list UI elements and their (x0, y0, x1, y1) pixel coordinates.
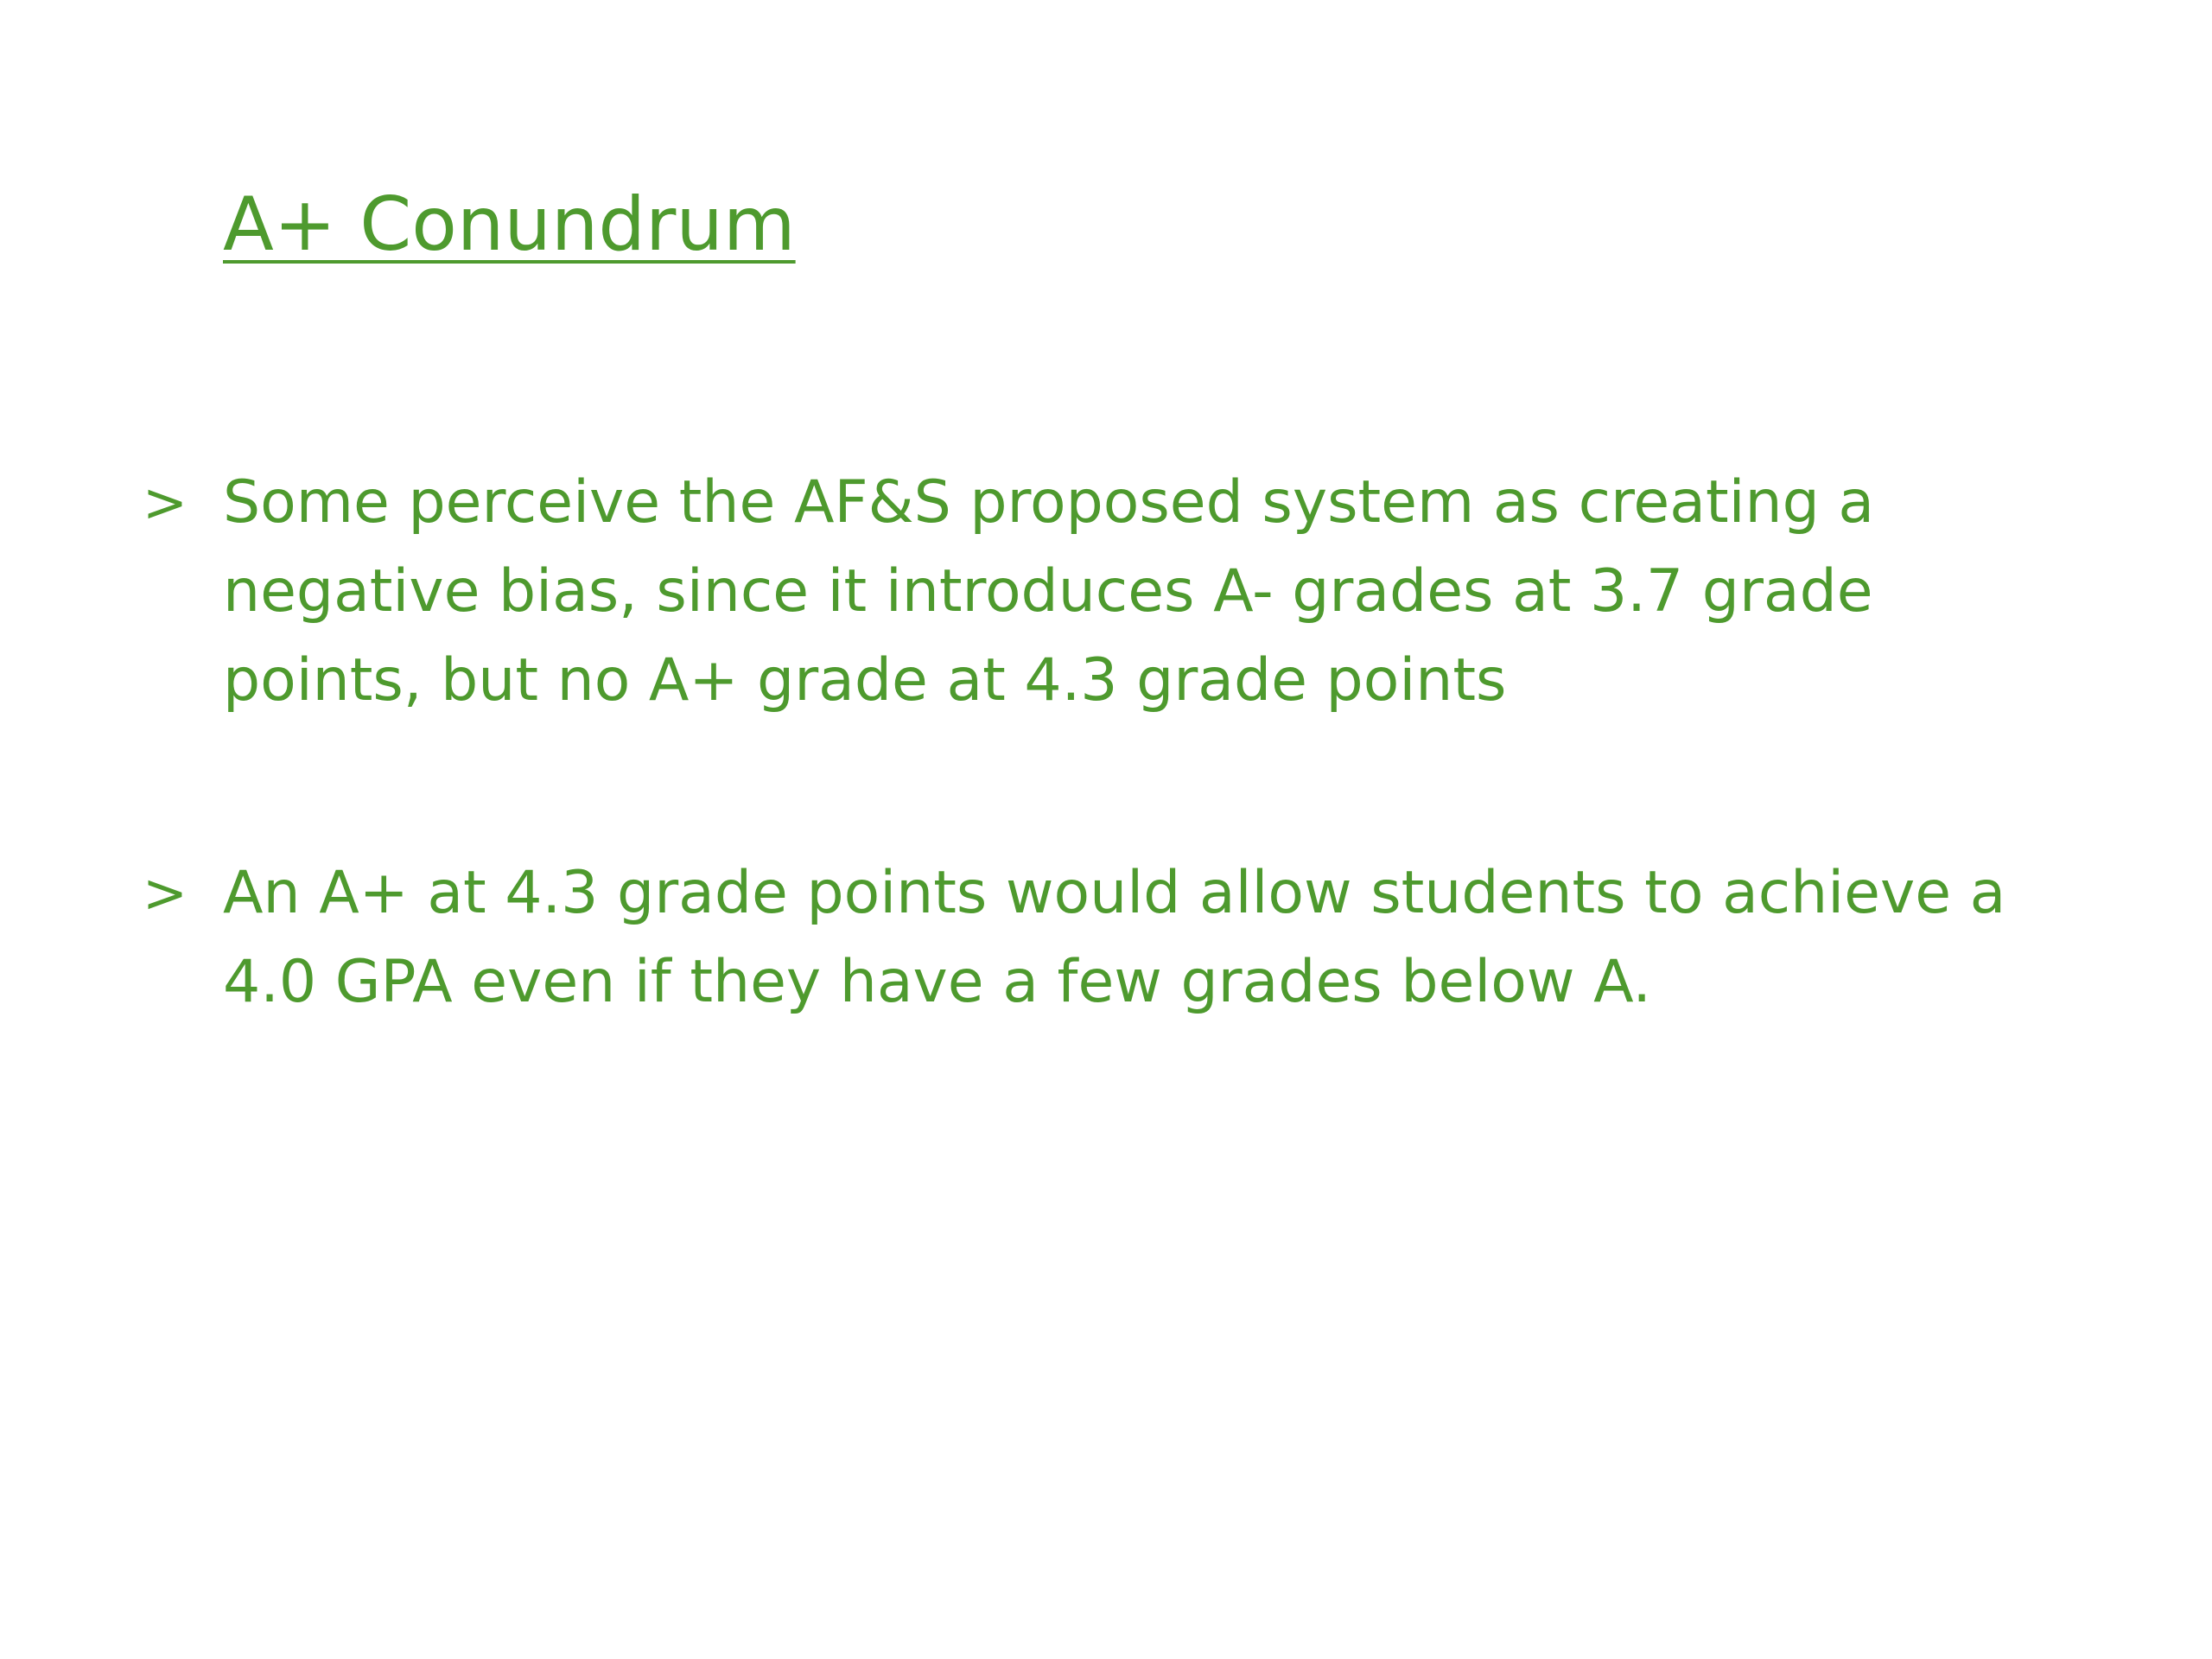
bullet-text: Some perceive the AF&S proposed system as creating a negative bias, since it introduces A- grades at 3.7 grade points, but no A+ grade at 4.3 grade points (223, 468, 1875, 715)
bullet-item (0, 458, 2212, 743)
bullet-text: An A+ at 4.3 grade points would allow students to achieve a 4.0 GPA even if they have a few grades below A. (223, 859, 2006, 1016)
bullet-list (0, 458, 2212, 1016)
chevron-right-icon: > (143, 861, 188, 925)
slide-title: A+ Conundrum (223, 181, 796, 268)
chevron-right-icon: > (143, 471, 188, 534)
